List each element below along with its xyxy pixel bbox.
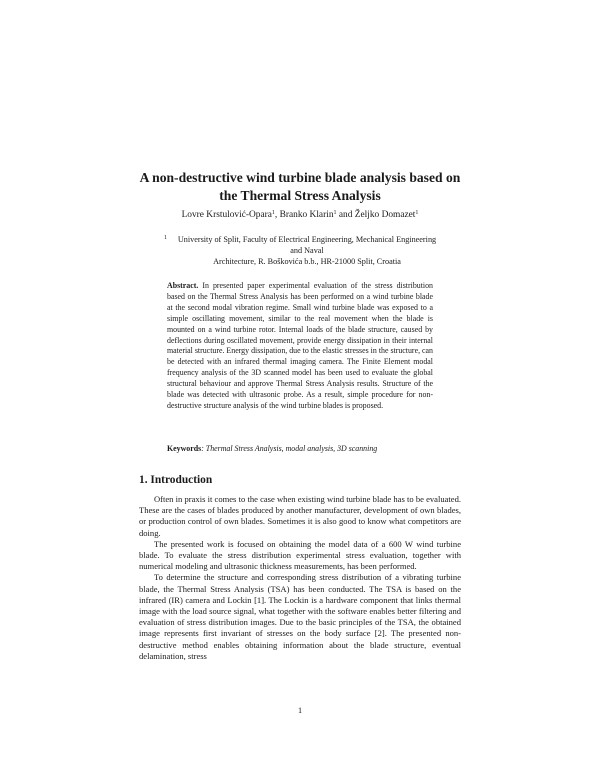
page-number: 1 [297,706,303,715]
keywords-text: : Thermal Stress Analysis, modal analysis, 3D scanning [201,444,378,453]
abstract-label: Abstract. [167,281,199,290]
author-name: Branko Klarin [279,210,334,220]
body-paragraph: The presented work is focused on obtaining the model data of a 600 W wind turbine blade. To evaluate the stress distribution experimental stress evaluation, together with numerical modeling and ultrasonic thickness measurements, has been performed. [139,538,461,572]
body-paragraph: Often in praxis it comes to the case when existing wind turbine blade has to be evaluated. These are the cases of blades produced by another manufacturer, development of own blades, or production control of own blades. Sometimes it is also good to know what competitors are doing. [139,494,461,538]
author-affiliation-mark: 1 [333,210,337,216]
author-affiliation-mark: 1 [415,210,419,216]
title-line-1: A non-destructive wind turbine blade analysis based on [139,170,461,185]
section-body [139,494,461,662]
affiliation-line-1: University of Split, Faculty of Electrical Engineering, Mechanical Engineering and Naval [177,235,437,255]
affiliation-line-2: Architecture, R. Boškovića b.b., HR-21000 Split, Croatia [213,257,401,266]
affiliation-number: 1 [164,235,167,241]
author-list [100,209,500,221]
author-name: Lovre Krstulović-Opara [181,210,272,220]
author-separator: and [336,210,355,220]
section-heading: 1. Introduction [139,474,213,486]
title-line-2: the Thermal Stress Analysis [219,188,381,203]
affiliation [164,234,438,267]
keywords [167,443,447,454]
keywords-label: Keywords [167,444,202,453]
author-separator: , [274,210,280,220]
paper-title [120,169,480,205]
abstract [167,281,433,412]
author-affiliation-mark: 1 [271,210,275,216]
author-name: Željko Domazet [354,210,416,220]
abstract-text: In presented paper experimental evaluation of the stress distribution based on the Thermal Stress Analysis has been performed on a wind turbine blade at the second modal vibration regime. Small wind turbine blade was exposed to a simple oscillating movement, similar to the real movement when the blade is mounted on a wind turbine rotor. Internal loads of the blade structure, caused by deflections during oscillated movement, provide energy dissipation in their internal material structure. Energy dissipation, due to the elastic stresses in the structure, can be detected with an infrared thermal imaging camera. The Finite Element modal frequency analysis of the 3D scanned model has been used to evaluate the global structural behaviour and approve Thermal Stress Analysis results. Structure of the blade was detected with ultrasonic probe. As a result, simple procedure for non-destructive structure analysis of the wind turbine blades is proposed. [167,281,433,410]
body-paragraph: To determine the structure and corresponding stress distribution of a vibrating turbine blade, the Thermal Stress Analysis (TSA) has been conducted. The TSA is based on the infrared (IR) camera and Lockin [1]. The Lockin is a hardware component that links thermal image with the load source signal, what together with the software enables better filtering and evaluation of stress distribution images. Due to the basic principles of the TSA, the obtained image represents first invariant of stresses on the body surface [2]. The presented non-destructive method enables obtaining information about the blade structure, eventual delamination, stress [139,572,461,661]
